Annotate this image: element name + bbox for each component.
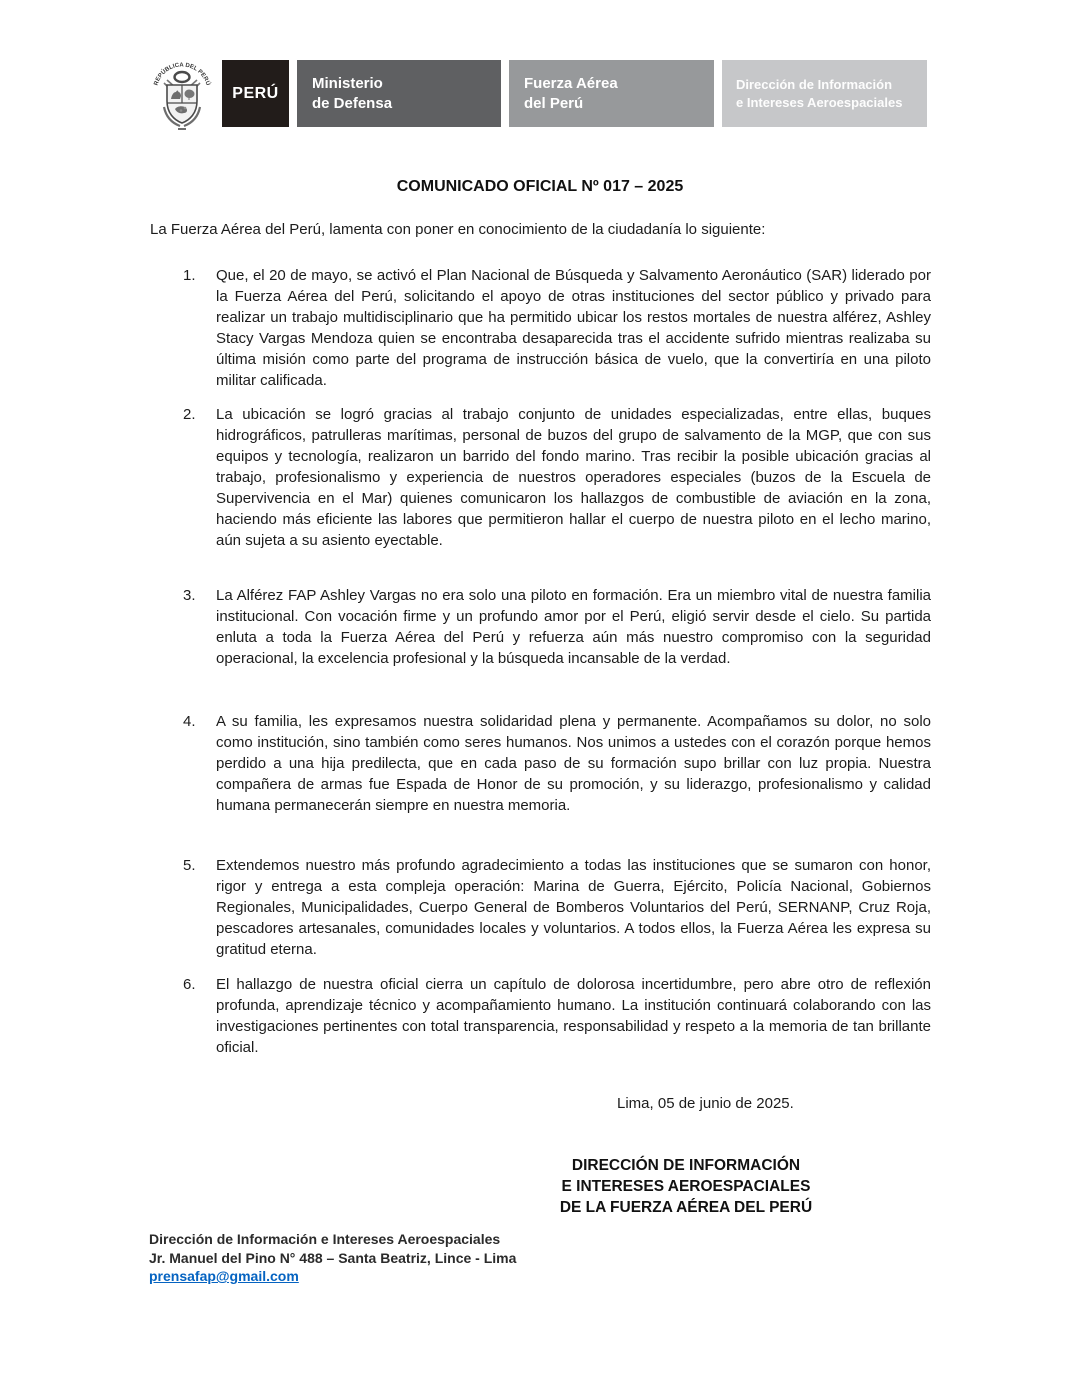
list-item-1-text: Que, el 20 de mayo, se activó el Plan Nacional de Búsqueda y Salvamento Aeronáutico (SAR) liderado por la Fuerza Aérea del Perú, solicitando el apoyo de otras instituciones del sector público y privado para realizar un trabajo multidisciplinario que ha permitido ubicar los restos mortales de nuestra alférez, Ashley Stacy Vargas Mendoza quien se encontraba desaparecida tras el accidente sufrido mientras realizaba su última misión como parte del programa de instrucción básica de vuelo, que la convertiría en una piloto militar calificada. <box>216 267 931 389</box>
list-item-2-number: 2. <box>183 406 196 423</box>
svg-text:REPÚBLICA DEL PERÚ: REPÚBLICA DEL PERÚ <box>153 62 211 87</box>
date-line: Lima, 05 de junio de 2025. <box>617 1095 794 1112</box>
list-item-3-number: 3. <box>183 587 196 604</box>
peru-label: PERÚ <box>232 84 279 102</box>
signature-block <box>520 1155 852 1218</box>
list-item-4 <box>183 711 931 816</box>
list-item-4-text: A su familia, les expresamos nuestra solidaridad plena y permanente. Acompañamos su dolor, no solo como institución, sino también como seres humanos. Nos unimos a ustedes con el corazón porque hemos perdido a una hija predilecta, que en cada paso de su formación supo brillar con luz propia. Nuestra compañera de armas fue Espada de Honor de su promoción, y su liderazgo, profesionalismo y calidad humana permanecerán siempre en nuestra memoria. <box>216 713 931 814</box>
list-item-3-text: La Alférez FAP Ashley Vargas no era solo una piloto en formación. Era un miembro vital de nuestra familia institucional. Con vocación firme y un profundo amor por el Perú, eligió servir desde el cielo. Su partida enluta a toda la Fuerza Aérea del Perú y refuerza aún más nuestro compromiso con la seguridad operacional, la excelencia profesional y la búsqueda incansable de la verdad. <box>216 587 931 667</box>
list-item-4-number: 4. <box>183 713 196 730</box>
list-item-2-text: La ubicación se logró gracias al trabajo conjunto de unidades especializadas, entre ellas, buques hidrográficos, patrulleras marítimas, personal de buzos del grupo de salvamento de la MGP, que con sus equipos y tecnología, realizaron un barrido del fondo marino. Tras recibir la posible ubicación gracias al trabajo, profesionalismo y experiencia de nuestros operadores especiales (buzos de la Escuela de Supervivencia en el Mar) quienes comunicaron los hallazgos de combustible de aviación en la zona, haciendo más eficiente las labores que permitieron hallar el cuerpo de nuestra piloto en el lecho marino, aún sujeta a su asiento eyectable. <box>216 406 931 549</box>
diia-line1: Dirección de Información <box>736 76 893 92</box>
signature-line1: DIRECCIÓN DE INFORMACIÓN <box>571 1157 801 1174</box>
header-block-direccion-informacion <box>722 60 927 127</box>
list-item-1 <box>183 265 931 391</box>
list-item-3 <box>183 585 931 669</box>
ministerio-line1: Ministerio <box>312 74 383 92</box>
list-item-6-number: 6. <box>183 976 196 993</box>
diia-line2: e Intereses Aeroespaciales <box>736 94 903 110</box>
footer-email-link[interactable]: prensafap@gmail.com <box>149 1268 299 1284</box>
fap-line1: Fuerza Aérea <box>524 74 618 92</box>
list-item-5 <box>183 855 931 960</box>
footer-office-name: Dirección de Información e Intereses Aeroespaciales <box>149 1231 501 1247</box>
list-item-1-number: 1. <box>183 267 196 284</box>
header-block-ministerio-defensa <box>297 60 501 127</box>
document-title: COMUNICADO OFICIAL Nº 017 – 2025 <box>396 178 684 195</box>
peru-coat-of-arms-icon <box>150 57 214 133</box>
footer-contact <box>149 1230 516 1286</box>
signature-line2: E INTERESES AEROESPACIALES <box>561 1178 811 1195</box>
list-item-6-text: El hallazgo de nuestra oficial cierra un capítulo de dolorosa incertidumbre, pero abre otro de reflexión profunda, aprendizaje técnico y acompañamiento humano. La institución continuará colaborando con las investigaciones pertinentes con total transparencia, responsabilidad y respeto a la memoria de tan brillante oficial. <box>216 976 931 1056</box>
list-item-5-text: Extendemos nuestro más profundo agradecimiento a todas las instituciones que se sumaron con honor, rigor y entrega a esta compleja operación: Marina de Guerra, Ejército, Policía Nacional, Gobiernos Regionales, Municipalidades, Cuerpo General de Bomberos Voluntarios del Perú, SERNANP, Cruz Roja, pescadores artesanales, comunidades locales y voluntarios. A todos ellos, la Fuerza Aérea les expresa su gratitud eterna. <box>216 857 931 958</box>
list-item-2 <box>183 404 931 551</box>
footer-address: Jr. Manuel del Pino N° 488 – Santa Beatriz, Lince - Lima <box>149 1249 517 1266</box>
list-item-6 <box>183 974 931 1058</box>
fap-line2: del Perú <box>524 94 584 112</box>
institutional-header <box>150 58 927 133</box>
signature-line3: DE LA FUERZA AÉREA DEL PERÚ <box>559 1199 813 1216</box>
header-block-fuerza-aerea <box>509 60 714 127</box>
ministerio-line2: de Defensa <box>312 94 393 112</box>
list-item-5-number: 5. <box>183 857 196 874</box>
intro-paragraph: La Fuerza Aérea del Perú, lamenta con poner en conocimiento de la ciudadanía lo siguiente: <box>150 221 766 238</box>
header-block-peru <box>222 60 289 127</box>
